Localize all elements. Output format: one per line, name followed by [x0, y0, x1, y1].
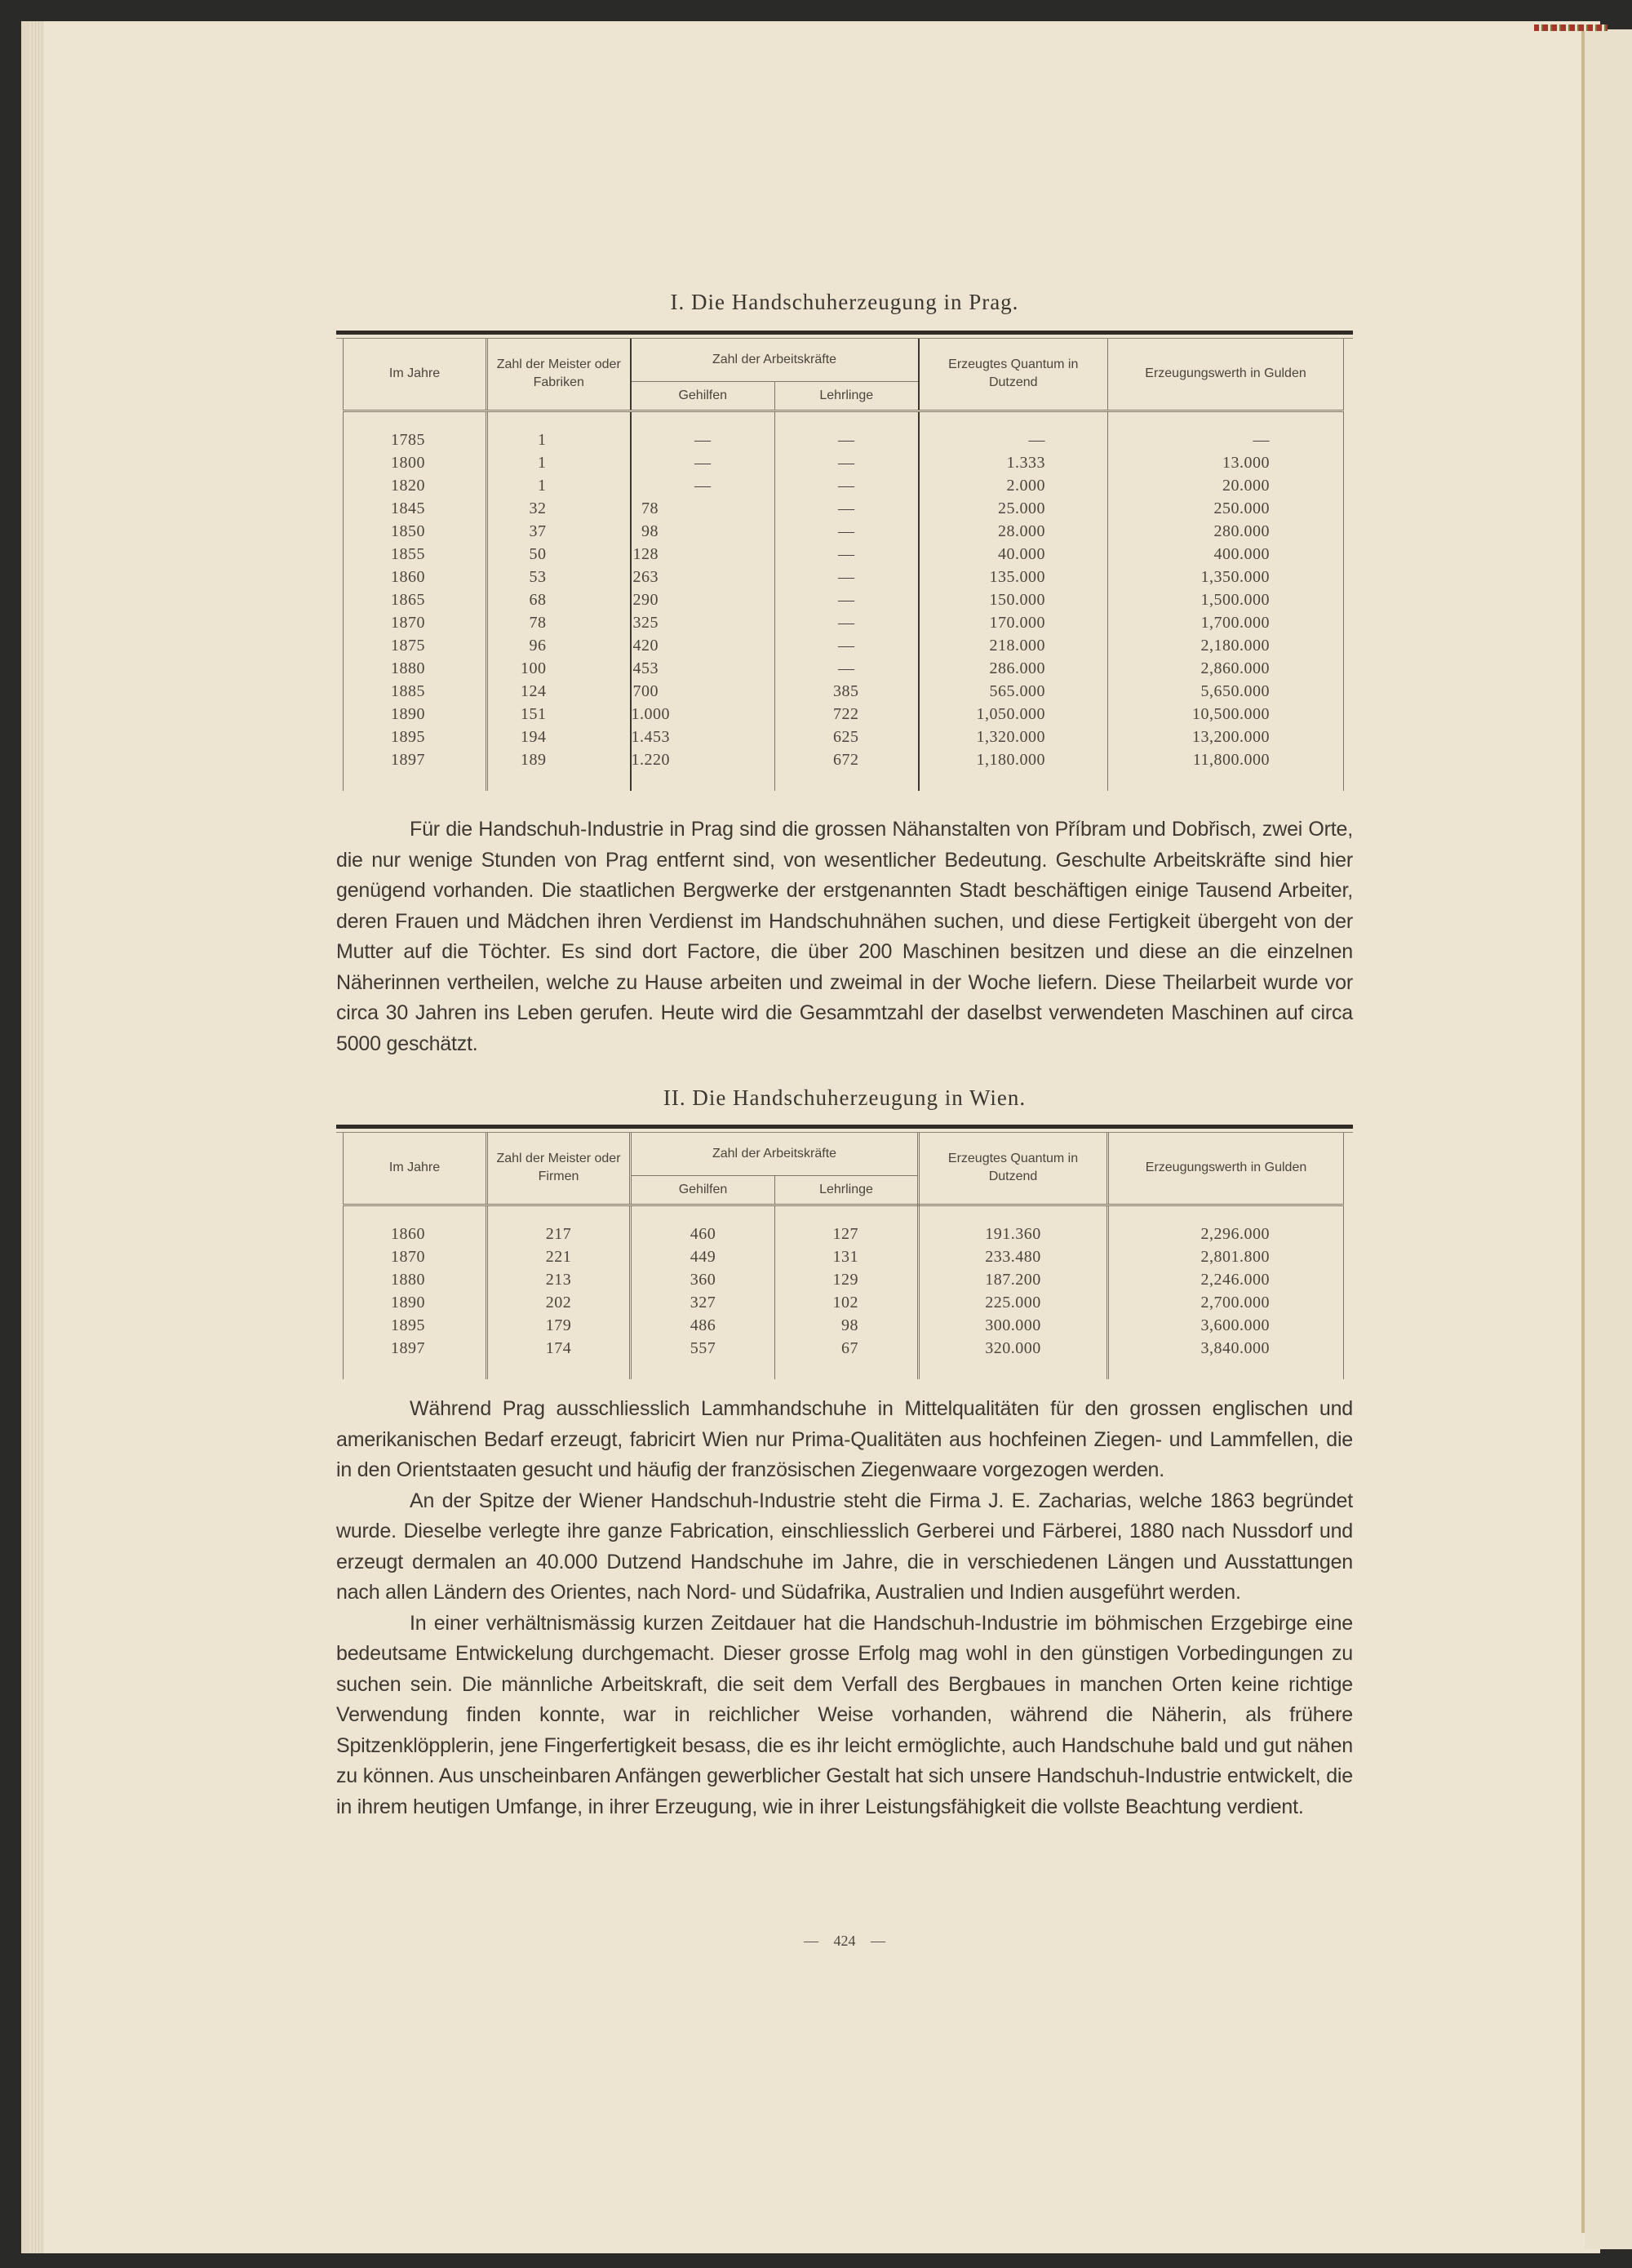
header-year: Im Jahre [344, 339, 487, 411]
table-row: 1897 174 557 67 320.000 3,840.000 [344, 1337, 1344, 1360]
header-masters: Zahl der Meister oder Fabriken [487, 339, 631, 411]
paragraph-text: An der Spitze der Wiener Handschuh-Industrie steht die Firma J. E. Zacharias, welche 1863 begründet wurde. Dieselbe verlegte ihre ganze Fabrication, einschliesslich Gerberei und Färberei, 1880 nach Nussdorf und erzeugt dermalen an 40.000 Dutzend Handschuhe im Jahre, die in verschiedenen Längen und Ausstattungen nach allen Ländern des Orientes, nach Nord- und Südafrika, Australien und Indien ausgeführt werden. [336, 1489, 1353, 1604]
paragraph-text: In einer verhältnismässig kurzen Zeitdauer hat die Handschuh-Industrie im böhmischen Erzgebirge eine bedeutsame Entwickelung durchgemacht. Dieser grosse Erfolg mag wohl in den günstigen Vorbedingungen zu suchen sein. Die männliche Arbeitskraft, die seit dem Verfall des Bergbaues in manchen Orten keine richtige Verwendung finden konnte, war in reichlicher Weise vorhanden, während die Näherin, als frühere Spitzenklöpplerin, jene Fingerfertigkeit besass, die es ihr leicht ermöglichte, auch Handschuhe bald und gut nähen zu können. Aus unscheinbaren Anfängen gewerblicher Gestalt hat sich unsere Handschuh-Industrie entwickelt, die in ihrem heutigen Umfange, in ihrer Erzeugung, wie in ihrer Leistungsfähigkeit die vollste Beachtung verdient. [336, 1611, 1353, 1818]
table1-prag [336, 331, 1353, 791]
table-row: 1880 213 360 129 187.200 2,246.000 [344, 1268, 1344, 1291]
header-workers: Zahl der Arbeitskräfte [631, 1133, 919, 1175]
header-apprentices: Lehrlinge [775, 381, 919, 411]
page-edge-stack [29, 21, 44, 2253]
table-row: 1865 68 290 — 150.000 1,500.000 [344, 588, 1344, 611]
header-quantity: Erzeugtes Quantum in Dutzend [919, 339, 1108, 411]
header-value: Erzeugungswerth in Gulden [1108, 1133, 1344, 1205]
header-assistants: Gehilfen [631, 381, 775, 411]
table1-title: I. Die Handschuherzeugung in Prag. [670, 290, 1019, 314]
table-row: 1890 151 1.000 722 1,050.000 10,500.000 [344, 703, 1344, 726]
table-row: 1785 1 — — — — [344, 428, 1344, 451]
table-row: 1850 37 98 — 28.000 280.000 [344, 520, 1344, 543]
header-quantity: Erzeugtes Quantum in Dutzend [919, 1133, 1108, 1205]
table-row: 1860 217 460 127 191.360 2,296.000 [344, 1223, 1344, 1245]
table-row: 1870 78 325 — 170.000 1,700.000 [344, 611, 1344, 634]
page-number: — 424 — [804, 1933, 885, 1949]
header-year: Im Jahre [344, 1133, 487, 1205]
table-row: 1880 100 453 — 286.000 2,860.000 [344, 657, 1344, 680]
binding-headband [1534, 24, 1608, 31]
table-row: 1855 50 128 — 40.000 400.000 [344, 543, 1344, 566]
table-row: 1845 32 78 — 25.000 250.000 [344, 497, 1344, 520]
table-row: 1800 1 — — 1.333 13.000 [344, 451, 1344, 474]
table-row: 1897 189 1.220 672 1,180.000 11,800.000 [344, 748, 1344, 771]
table-row: 1885 124 700 385 565.000 5,650.000 [344, 680, 1344, 703]
facing-page-edge [1585, 29, 1632, 2249]
header-assistants: Gehilfen [631, 1175, 775, 1205]
table2-title: II. Die Handschuherzeugung in Wien. [663, 1085, 1027, 1110]
table2-wien [336, 1125, 1353, 1379]
paragraph-text: Für die Handschuh-Industrie in Prag sind die grossen Nähanstalten von Příbram und Dobřisch, zwei Orte, die nur wenige Stunden von Prag entfernt sind, von wesentlicher Bedeutung. Geschulte Arbeitskräfte sind hier genügend vorhanden. Die staatlichen Bergwerke der erstgenannten Stadt beschäftigen einige Tausend Arbeiter, deren Frauen und Mädchen ihren Verdienst im Handschuhnähen suchen, und diese Fertigkeit übergeht von der Mutter auf die Töchter. Es sind dort Factore, die über 200 Maschinen besitzen und diese an die einzelnen Näherinnen vertheilen, welche zu Hause arbeiten und zweimal in der Woche liefern. Diese Theilarbeit wurde vor circa 30 Jahren ins Leben gerufen. Heute wird die Gesammtzahl der daselbst verwendeten Maschinen auf circa 5000 geschätzt. [336, 818, 1353, 1055]
table-row: 1860 53 263 — 135.000 1,350.000 [344, 566, 1344, 588]
table-row: 1870 221 449 131 233.480 2,801.800 [344, 1245, 1344, 1268]
header-apprentices: Lehrlinge [775, 1175, 919, 1205]
table-row: 1895 179 486 98 300.000 3,600.000 [344, 1314, 1344, 1337]
header-value: Erzeugungswerth in Gulden [1108, 339, 1344, 411]
table-row: 1820 1 — — 2.000 20.000 [344, 474, 1344, 497]
header-masters: Zahl der Meister oder Firmen [487, 1133, 631, 1205]
header-workers: Zahl der Arbeitskräfte [631, 339, 919, 381]
table-row: 1895 194 1.453 625 1,320.000 13,200.000 [344, 726, 1344, 748]
table-row: 1875 96 420 — 218.000 2,180.000 [344, 634, 1344, 657]
paragraph-prag [336, 814, 1353, 1059]
paragraph-text: Während Prag ausschliesslich Lammhandschuhe in Mittelqualitäten für den grossen englischen und amerikanischen Bedarf erzeugt, fabricirt Wien nur Prima-Qualitäten aus hochfeinen Ziegen- und Lammfellen, die in den Orientstaaten gesucht und häufig der französischen Ziegenwaare vorgezogen werden. [336, 1397, 1353, 1481]
paragraphs-wien-erzgebirge [336, 1394, 1353, 1822]
table-row: 1890 202 327 102 225.000 2,700.000 [344, 1291, 1344, 1314]
